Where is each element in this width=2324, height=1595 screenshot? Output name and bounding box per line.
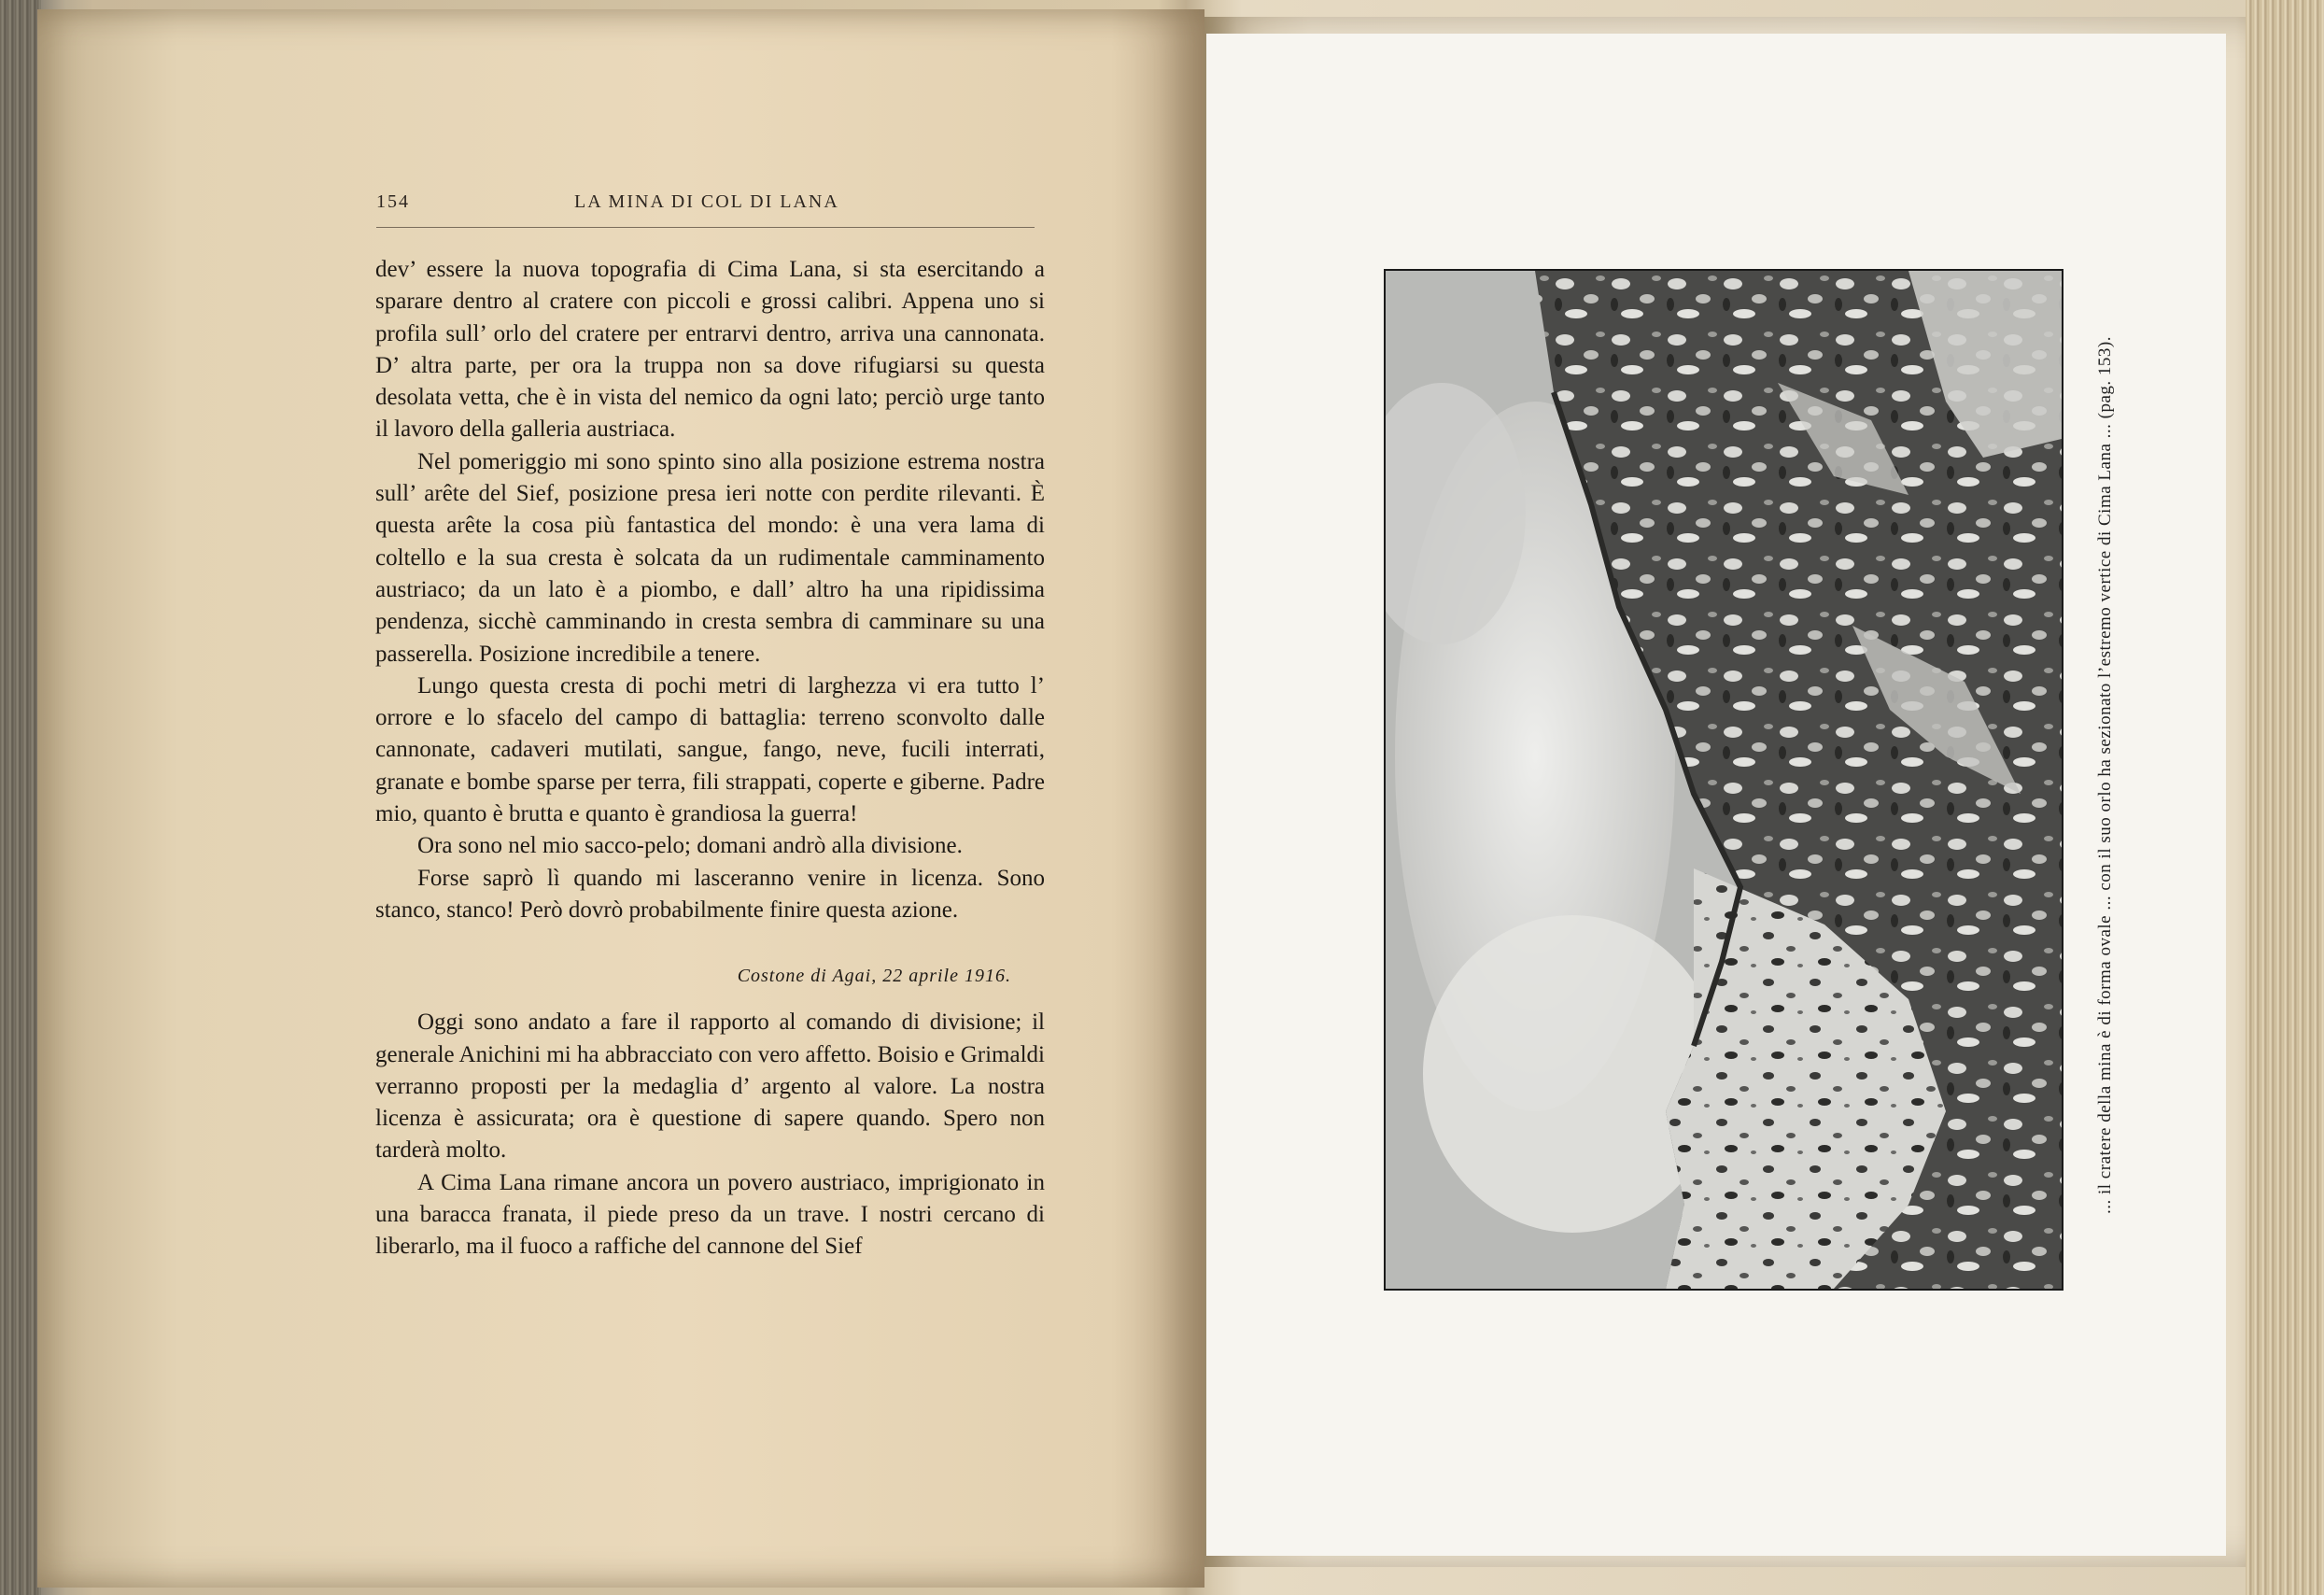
paragraph: dev’ essere la nuova topografia di Cima Lana, si sta esercitando a sparare dentro al cratere con piccoli e grossi calibri. Appena uno si profila sull’ orlo del cratere per entrarvi dentro, arriva una cannonata. D’ altra parte, per ora la truppa non sa dove rifugiarsi su questa desolata vetta, che è in vista del nemico da ogni lato; perciò urge tanto il lavoro della galleria austriaca. — [375, 257, 1045, 443]
body-text — [375, 254, 1045, 1263]
right-page-edges — [2246, 0, 2324, 1595]
paragraph: Ora sono nel mio sacco-pelo; domani andrò alla divisione. — [417, 833, 963, 859]
dateline: Costone di Agai, 22 aprile 1916. — [737, 966, 1011, 987]
rock-face-image — [1386, 271, 2062, 1289]
left-page-edges — [0, 0, 41, 1595]
paragraph: Nel pomeriggio mi sono spinto sino alla posizione estrema nostra sull’ arête del Sief, posizione presa ieri notte con perdite rilevanti. È questa arête la cosa più fantastica del mondo: è una vera lama di coltello e la sua cresta è solcata da un rudimentale camminamento austriaco; da un lato è a piombo, e dall’ altro ha una ripidissima pendenza, sicchè camminando in cresta sembra di camminare su una passerella. Posizione incredibile a tenere. — [375, 448, 1045, 667]
photo-caption: ... il cratere della mina è di forma ovale ... con il suo orlo ha sezionato l’estremo vertice di Cima Lana ... (pag. 153). — [2095, 336, 2115, 1214]
running-title: LA MINA DI COL DI LANA — [574, 191, 839, 212]
paragraph: Lungo questa cresta di pochi metri di larghezza vi era tutto l’ orrore e lo sfacelo del campo di battaglia: terreno sconvolto dalle cannonate, cadaveri mutilati, sangue, fango, neve, fucili interrati, granate e bombe sparse per terra, fili strappati, coperte e giberne. Padre mio, quanto è brutta e quanto è grandiosa la guerra! — [375, 672, 1045, 827]
paragraph: Forse saprò lì quando mi lasceranno venire in licenza. Sono stanco, stanco! Però dovrò probabilmente finire questa azione. — [375, 865, 1045, 923]
paragraph: A Cima Lana rimane ancora un povero austriaco, imprigionato in una baracca franata, il piede preso da un trave. I nostri cercano di liberarlo, ma il fuoco a raffiche del cannone del Sief — [375, 1169, 1045, 1260]
mountain-photograph — [1384, 269, 2063, 1291]
header-rule — [376, 227, 1035, 228]
page-number: 154 — [376, 191, 410, 212]
paragraph: Oggi sono andato a fare il rapporto al comando di divisione; il generale Anichini mi ha abbracciato con vero affetto. Boisio e Grimaldi verranno proposti per la medaglia d’ argento al valore. La nostra licenza è assicurata; ora è questione di sapere quando. Spero non tarderà molto. — [375, 1009, 1045, 1164]
running-head — [376, 191, 1039, 219]
